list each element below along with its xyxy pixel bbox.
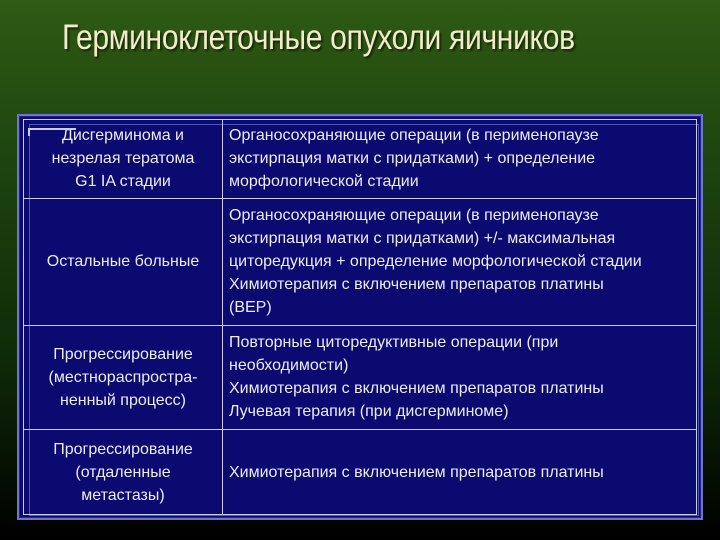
condition-line: Прогрессирование xyxy=(53,440,193,458)
treatment-line: Химиотерапия с включением препаратов платины xyxy=(229,276,604,294)
treatment-cell xyxy=(223,198,697,325)
condition-line: (отдаленные xyxy=(75,463,171,481)
table-row xyxy=(24,325,697,430)
treatment-table xyxy=(23,119,697,515)
condition-line: Прогрессирование xyxy=(53,345,193,363)
treatment-cell xyxy=(223,430,697,515)
table-row xyxy=(24,120,697,199)
treatment-line: необходимости) xyxy=(229,357,349,375)
treatment-cell xyxy=(223,120,697,199)
condition-line: Дисгерминома и xyxy=(61,127,184,145)
table-row xyxy=(24,198,697,325)
treatment-line: экстирпация матки с придатками) + определение xyxy=(229,150,596,168)
condition-line: (местнораспростра- xyxy=(48,368,198,386)
treatment-line: морфологической стадии xyxy=(229,173,419,191)
slide-title: Герминоклеточные опухоли яичников xyxy=(62,18,575,57)
treatment-line: Химиотерапия с включением препаратов платины xyxy=(229,380,604,398)
treatment-line: Лучевая терапия (при дисгерминоме) xyxy=(229,403,509,421)
treatment-line: Органосохраняющие операции (в перименопаузе xyxy=(229,207,599,225)
treatment-table-frame xyxy=(17,114,703,520)
condition-line: Остальные больные xyxy=(46,253,200,271)
condition-line: G1 IA стадии xyxy=(75,173,171,191)
treatment-cell xyxy=(223,325,697,430)
treatment-line: (BEP) xyxy=(229,299,272,317)
corner-bracket-decoration xyxy=(28,128,76,136)
treatment-line: циторедукция + определение морфологической стадии xyxy=(229,253,642,271)
treatment-line: Повторные циторедуктивные операции (при xyxy=(229,334,559,352)
treatment-line: Химиотерапия с включением препаратов платины xyxy=(229,463,604,481)
condition-line: ненный процесс) xyxy=(60,391,186,409)
condition-line: метастазы) xyxy=(81,486,165,504)
condition-cell xyxy=(24,198,223,325)
condition-cell xyxy=(24,430,223,515)
treatment-line: Органосохраняющие операции (в перименопаузе xyxy=(229,127,599,145)
table-row xyxy=(24,430,697,515)
condition-line: незрелая тератома xyxy=(51,150,195,168)
condition-cell xyxy=(24,325,223,430)
treatment-line: экстирпация матки с придатками) +/- максимальная xyxy=(229,230,616,248)
